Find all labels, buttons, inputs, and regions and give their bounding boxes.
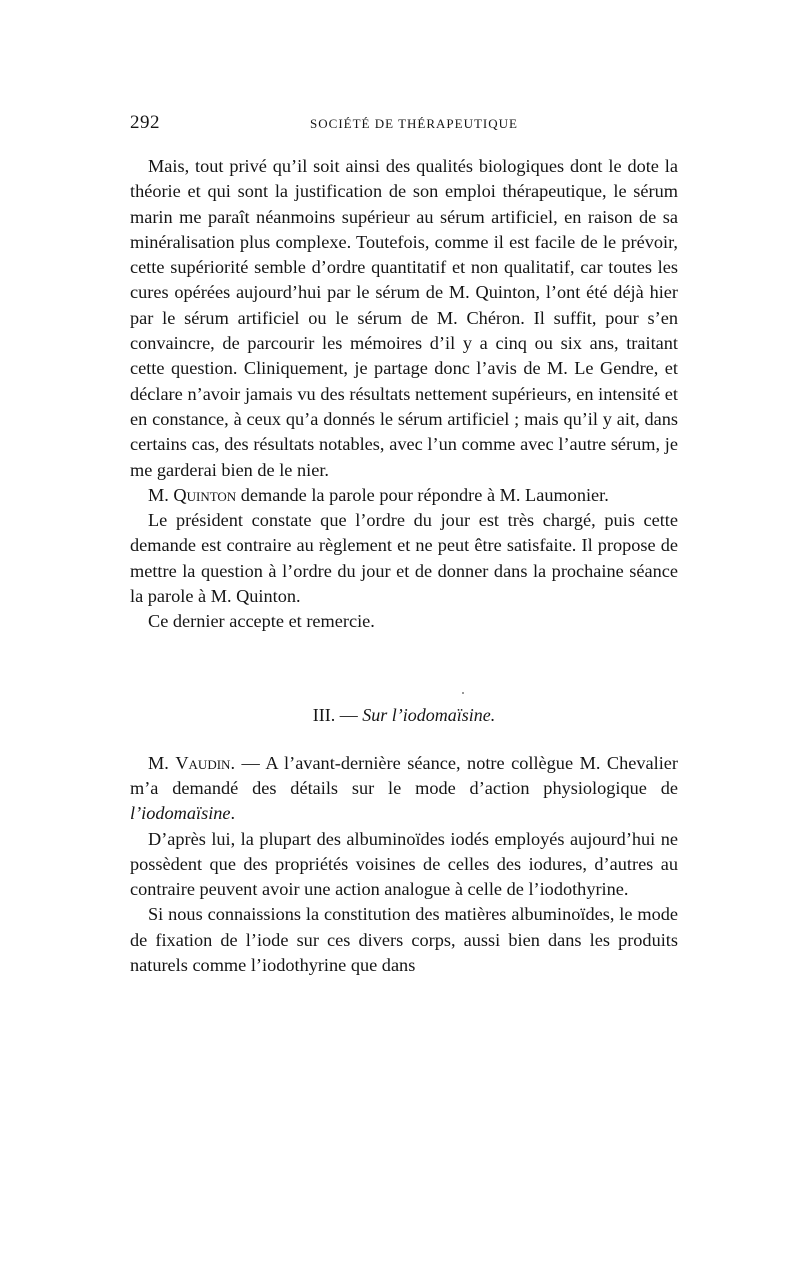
paragraph-vaudin: [130, 751, 678, 827]
body-text: [130, 154, 678, 978]
page-header: [130, 112, 678, 142]
document-page: [130, 112, 678, 978]
running-head: SOCIÉTÉ DE THÉRAPEUTIQUE: [310, 116, 518, 131]
paragraph-text: demande la parole pour répondre à M. Laumonier.: [236, 484, 609, 505]
paragraph-text: . — A l’avant-dernière séance, notre collègue M. Chevalier m’a demandé des détails sur le mode d’action physiologique de: [130, 752, 678, 798]
italic-term: l’iodomaïsine: [130, 803, 231, 824]
paragraph-albuminoides: D’après lui, la plupart des albuminoïdes iodés employés aujourd’hui ne possèdent que des propriétés voisines de celles des iodures, d’autres au contraire peuvent avoir une action analogue à celle de l’iodothyrine.: [130, 828, 678, 900]
section-number: III. —: [312, 704, 363, 725]
paragraph-accept: Ce dernier accepte et remercie.: [148, 611, 375, 632]
paragraph-constitution: Si nous connaissions la constitution des matières albuminoïdes, le mode de fixation de l’iode sur ces divers corps, aussi bien dans les produits naturels comme l’iodothyrine que dans: [130, 904, 678, 976]
paragraph-end: .: [230, 803, 236, 824]
speaker-prefix: M.: [148, 752, 176, 773]
paragraph-president: Le président constate que l’ordre du jour est très chargé, puis cette demande est contraire au règlement et ne peut être satisfaite. Il propose de mettre la question à l’ordre du jour et de donner dans la prochaine séance la parole à M. Quinton.: [130, 510, 678, 607]
speaker-name-vaudin: Vaudin: [175, 752, 231, 773]
paragraph-serum: Mais, tout privé qu’il soit ainsi des qualités biologiques dont le dote la théorie et qui sont la justification de son emploi thérapeutique, le sérum marin me paraît néanmoins supérieur au sérum artificiel, en raison de sa minéralisation plus complexe. Toutefois, comme il est facile de le prévoir, cette supériorité semble d’ordre quantitatif et non qualitatif, car toutes les cures opérées aujourd’hui par le sérum de M. Quinton, l’ont été déjà hier par le sérum artificiel ou le sérum de M. Chéron. Il suffit, pour s’en convaincre, de parcourir les mémoires d’il y a cinq ou six ans, traitant cette question. Cliniquement, je partage donc l’avis de M. Le Gendre, et déclare n’avoir jamais vu des résultats nettement supérieurs, en intensité et en constance, à ceux qu’a donnés le sérum artificiel ; mais qu’il y ait, dans certains cas, des résultats notables, avec l’un comme avec l’autre sérum, je me garderai bien de le nier.: [130, 156, 678, 480]
speaker-name-quinton: Quinton: [173, 484, 237, 505]
speaker-prefix: M.: [148, 484, 174, 505]
print-speck: [462, 692, 464, 694]
section-heading: [130, 703, 678, 727]
page-number: 292: [130, 112, 160, 133]
section-subject: Sur l’iodomaïsine.: [362, 704, 496, 725]
paragraph-quinton-request: [130, 483, 678, 508]
